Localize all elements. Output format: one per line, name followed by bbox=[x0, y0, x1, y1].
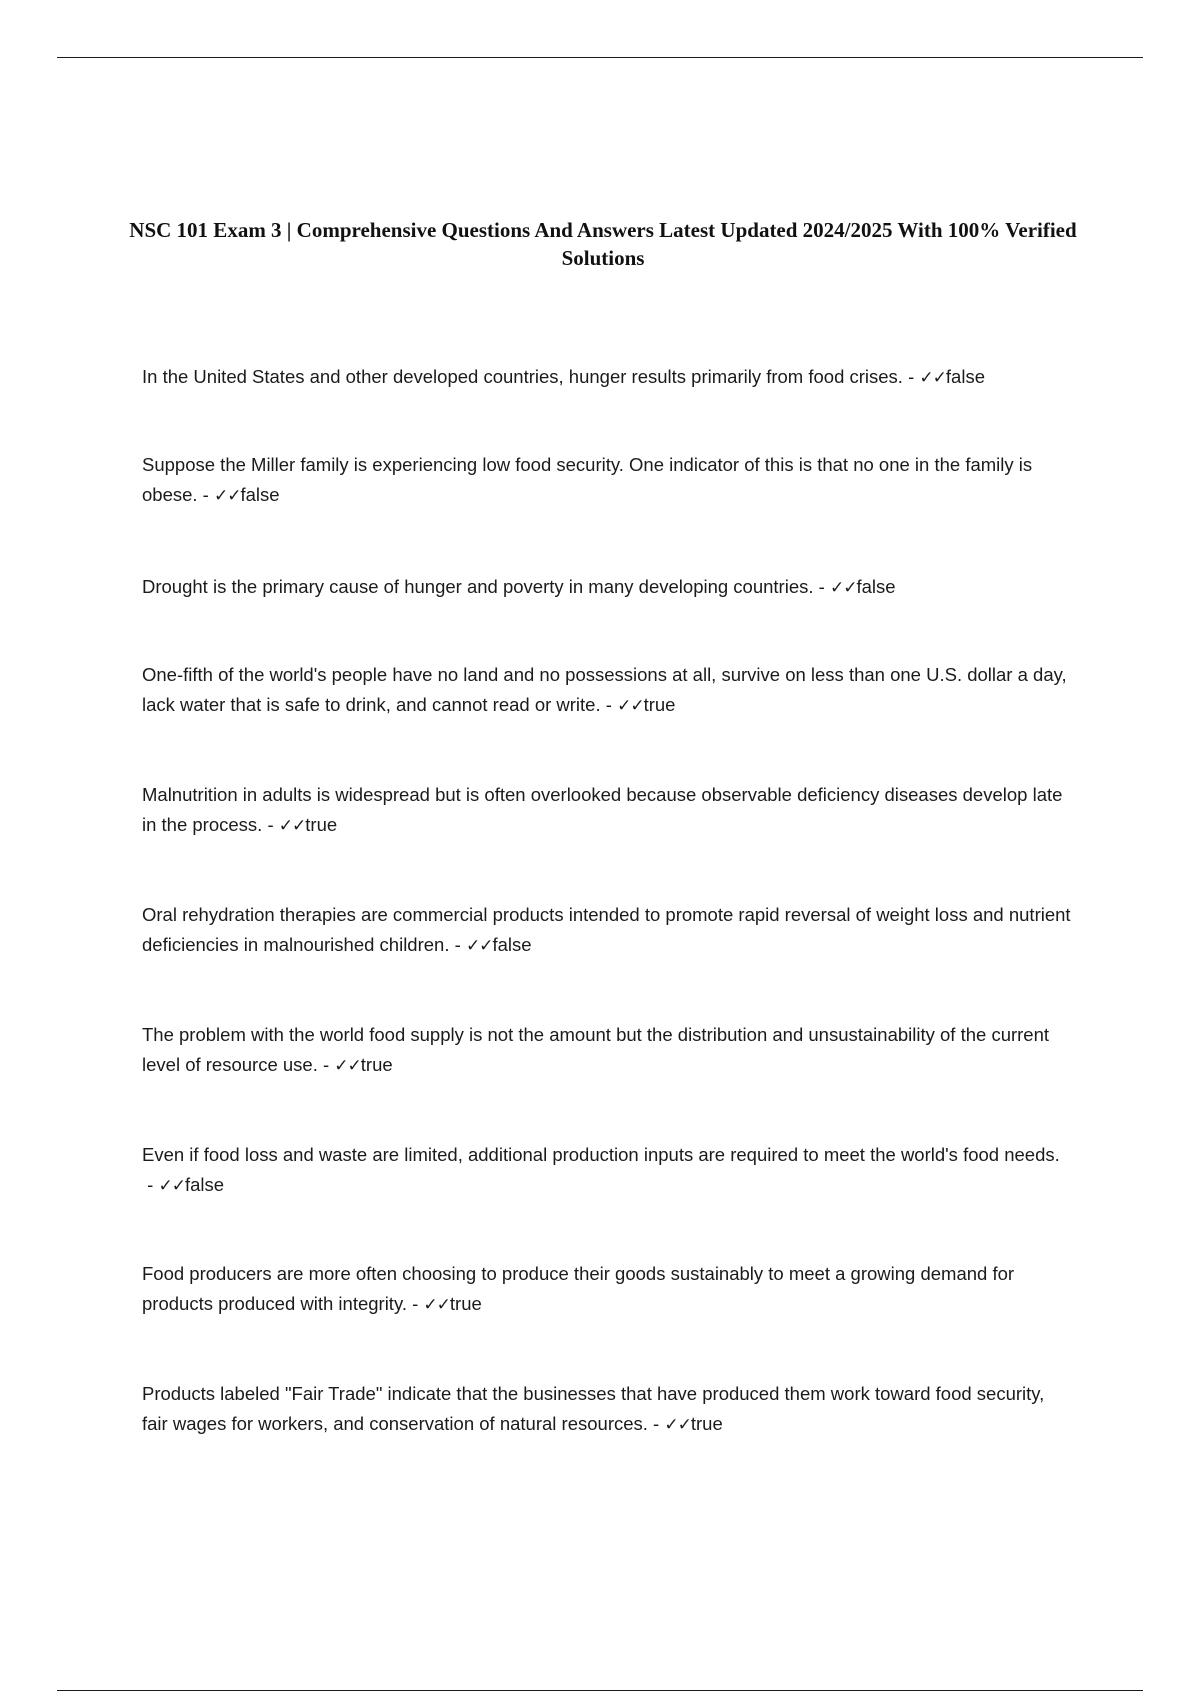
question-text: Drought is the primary cause of hunger and poverty in many developing countries. bbox=[142, 576, 814, 597]
question-text: Suppose the Miller family is experiencing low food security. One indicator of this is that no one in the family is obese. bbox=[142, 454, 1033, 505]
answer-text: false bbox=[856, 576, 896, 597]
document-title: NSC 101 Exam 3 | Comprehensive Questions And Answers Latest Updated 2024/2025 With 100% Verified Solutions bbox=[129, 218, 1077, 270]
answer-separator: - bbox=[406, 1293, 424, 1314]
double-check-icon: ✓✓ bbox=[465, 936, 493, 956]
double-check-icon: ✓✓ bbox=[423, 1295, 450, 1315]
question-item bbox=[142, 900, 1072, 961]
answer-text: false bbox=[240, 484, 280, 505]
double-check-icon: ✓✓ bbox=[617, 696, 644, 716]
double-check-icon: ✓✓ bbox=[278, 816, 306, 836]
question-item bbox=[142, 1140, 1072, 1201]
answer-separator: - bbox=[600, 694, 618, 715]
answer-separator: - bbox=[449, 934, 466, 955]
double-check-icon: ✓✓ bbox=[334, 1056, 361, 1076]
answer-separator: - bbox=[317, 1054, 335, 1075]
question-item bbox=[142, 450, 1072, 511]
header-rule bbox=[57, 57, 1143, 58]
question-item bbox=[142, 362, 985, 393]
question-text: Even if food loss and waste are limited, additional production inputs are required to meet the world's food needs. bbox=[142, 1144, 1060, 1165]
question-item bbox=[142, 1379, 1072, 1440]
answer-separator: - bbox=[142, 1174, 159, 1195]
answer-text: true bbox=[643, 694, 676, 715]
answer-text: false bbox=[945, 366, 985, 387]
answer-text: false bbox=[184, 1174, 225, 1195]
double-check-icon: ✓✓ bbox=[919, 368, 946, 388]
double-check-icon: ✓✓ bbox=[214, 486, 241, 506]
answer-text: true bbox=[449, 1293, 482, 1314]
answer-separator: - bbox=[262, 814, 279, 835]
footer-rule bbox=[57, 1690, 1143, 1691]
question-item bbox=[142, 660, 1072, 721]
question-text: Malnutrition in adults is widespread but is often overlooked because observable deficiency diseases develop late in the process. bbox=[142, 784, 1063, 835]
question-item bbox=[142, 1020, 1072, 1081]
double-check-icon: ✓✓ bbox=[158, 1176, 185, 1196]
question-text: The problem with the world food supply is not the amount but the distribution and unsustainability of the current level of resource use. bbox=[142, 1024, 1050, 1075]
question-text: One-fifth of the world's people have no land and no possessions at all, survive on less than one U.S. dollar a day, lack water that is safe to drink, and cannot read or write. bbox=[142, 664, 1067, 715]
answer-text: true bbox=[360, 1054, 393, 1075]
question-item bbox=[142, 780, 1072, 841]
question-item bbox=[142, 572, 896, 603]
answer-text: true bbox=[690, 1413, 723, 1434]
answer-separator: - bbox=[813, 576, 830, 597]
answer-separator: - bbox=[197, 484, 214, 505]
double-check-icon: ✓✓ bbox=[664, 1415, 691, 1435]
question-text: In the United States and other developed countries, hunger results primarily from food crises. bbox=[142, 366, 903, 387]
answer-text: false bbox=[492, 934, 532, 955]
double-check-icon: ✓✓ bbox=[829, 578, 857, 598]
question-item bbox=[142, 1259, 1072, 1320]
question-text: Oral rehydration therapies are commercial products intended to promote rapid reversal of weight loss and nutrient deficiencies in malnourished children. bbox=[142, 904, 1071, 955]
answer-text: true bbox=[305, 814, 338, 835]
question-text: Food producers are more often choosing to produce their goods sustainably to meet a growing demand for products produced with integrity. bbox=[142, 1263, 1015, 1314]
answer-separator: - bbox=[647, 1413, 665, 1434]
question-text: Products labeled "Fair Trade" indicate that the businesses that have produced them work toward food security, fair wages for workers, and conservation of natural resources. bbox=[142, 1383, 1045, 1434]
answer-separator: - bbox=[902, 366, 920, 387]
